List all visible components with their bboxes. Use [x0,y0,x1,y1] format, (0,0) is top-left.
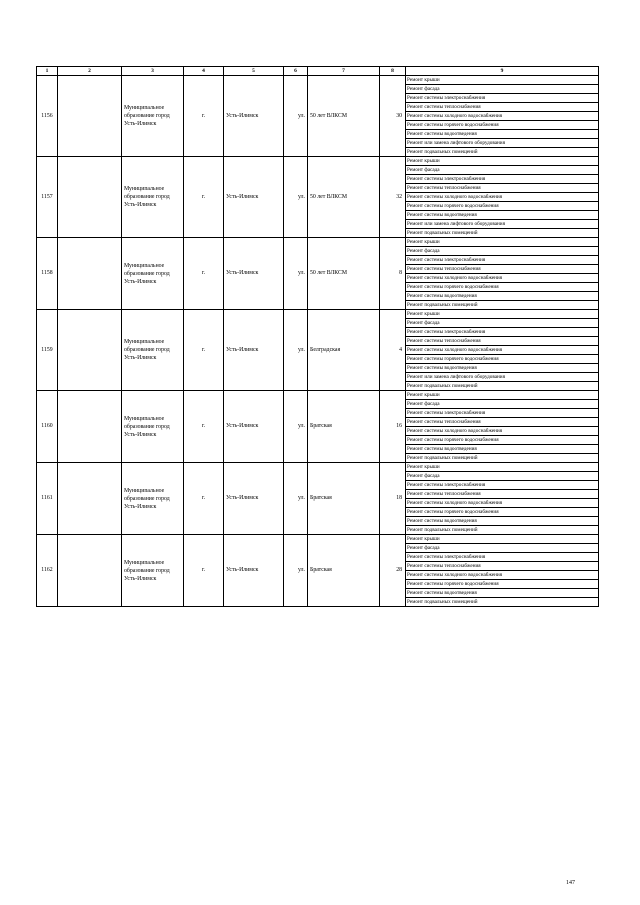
work-item: Ремонт системы горячего водоснабжения [406,283,599,292]
record-number: 1161 [37,463,58,535]
empty-cell [58,76,122,157]
work-item: Ремонт системы водоотведения [406,292,599,301]
table-row [37,535,599,544]
work-item: Ремонт системы водоотведения [406,211,599,220]
work-item: Ремонт или замена лифтового оборудования [406,139,599,148]
column-number-1: 1 [37,67,58,76]
empty-cell [58,391,122,463]
work-item: Ремонт системы холодного водоснабжения [406,193,599,202]
work-item: Ремонт крыши [406,535,599,544]
municipality-cell: Муниципальное образование город Усть-Илимск [122,157,184,238]
settlement-type-cell: г. [184,157,224,238]
municipality-cell: Муниципальное образование город Усть-Илимск [122,535,184,607]
work-item: Ремонт подвальных помещений [406,526,599,535]
work-item: Ремонт системы водоотведения [406,364,599,373]
work-item: Ремонт системы холодного водоснабжения [406,427,599,436]
street-cell: 50 лет ВЛКСМ [308,157,380,238]
work-item: Ремонт крыши [406,391,599,400]
municipality-cell: Муниципальное образование город Усть-Илимск [122,310,184,391]
column-number-4: 4 [184,67,224,76]
street-type-cell: ул. [284,310,308,391]
work-item: Ремонт системы холодного водоснабжения [406,112,599,121]
work-item: Ремонт подвальных помещений [406,598,599,607]
street-cell: Братская [308,391,380,463]
work-item: Ремонт фасада [406,472,599,481]
record-number: 1156 [37,76,58,157]
settlement-type-cell: г. [184,463,224,535]
table-row [37,157,599,166]
column-number-5: 5 [224,67,284,76]
work-item: Ремонт подвальных помещений [406,301,599,310]
work-item: Ремонт фасада [406,544,599,553]
municipality-cell: Муниципальное образование город Усть-Илимск [122,238,184,310]
table-row [37,238,599,247]
page-number: 147 [566,880,575,886]
work-item: Ремонт системы водоотведения [406,589,599,598]
table-row [37,391,599,400]
repair-program-table [36,66,599,607]
work-item: Ремонт системы теплоснабжения [406,418,599,427]
house-number-cell: 4 [380,310,406,391]
municipality-cell: Муниципальное образование город Усть-Илимск [122,391,184,463]
house-number-cell: 30 [380,76,406,157]
settlement-cell: Усть-Илимск [224,463,284,535]
work-item: Ремонт системы водоотведения [406,130,599,139]
work-item: Ремонт крыши [406,310,599,319]
column-number-8: 8 [380,67,406,76]
street-cell: Братская [308,535,380,607]
column-number-9: 9 [406,67,599,76]
empty-cell [58,463,122,535]
record-number: 1157 [37,157,58,238]
work-item: Ремонт или замена лифтового оборудования [406,373,599,382]
settlement-type-cell: г. [184,76,224,157]
house-number-cell: 16 [380,391,406,463]
house-number-cell: 28 [380,535,406,607]
work-item: Ремонт системы электроснабжения [406,328,599,337]
table-row [37,76,599,85]
settlement-type-cell: г. [184,535,224,607]
work-item: Ремонт системы горячего водоснабжения [406,202,599,211]
municipality-cell: Муниципальное образование город Усть-Илимск [122,463,184,535]
column-number-6: 6 [284,67,308,76]
settlement-cell: Усть-Илимск [224,535,284,607]
settlement-cell: Усть-Илимск [224,238,284,310]
work-item: Ремонт крыши [406,463,599,472]
work-item: Ремонт системы горячего водоснабжения [406,508,599,517]
work-item: Ремонт подвальных помещений [406,148,599,157]
work-item: Ремонт системы теплоснабжения [406,184,599,193]
record-number: 1158 [37,238,58,310]
empty-cell [58,535,122,607]
record-number: 1160 [37,391,58,463]
settlement-type-cell: г. [184,310,224,391]
work-item: Ремонт системы электроснабжения [406,409,599,418]
street-cell: Белградская [308,310,380,391]
work-item: Ремонт фасада [406,166,599,175]
work-item: Ремонт системы электроснабжения [406,553,599,562]
street-type-cell: ул. [284,463,308,535]
column-number-3: 3 [122,67,184,76]
work-item: Ремонт крыши [406,238,599,247]
work-item: Ремонт системы горячего водоснабжения [406,355,599,364]
column-numbers-row [37,67,599,76]
work-item: Ремонт фасада [406,247,599,256]
work-item: Ремонт фасада [406,400,599,409]
work-item: Ремонт системы холодного водоснабжения [406,499,599,508]
house-number-cell: 18 [380,463,406,535]
work-item: Ремонт подвальных помещений [406,382,599,391]
work-item: Ремонт системы холодного водоснабжения [406,274,599,283]
work-item: Ремонт системы теплоснабжения [406,103,599,112]
street-type-cell: ул. [284,157,308,238]
street-cell: Братская [308,463,380,535]
work-item: Ремонт системы электроснабжения [406,481,599,490]
column-number-7: 7 [308,67,380,76]
settlement-type-cell: г. [184,391,224,463]
work-item: Ремонт системы водоотведения [406,445,599,454]
street-type-cell: ул. [284,76,308,157]
work-item: Ремонт системы горячего водоснабжения [406,121,599,130]
work-item: Ремонт системы теплоснабжения [406,265,599,274]
work-item: Ремонт системы холодного водоснабжения [406,571,599,580]
work-item: Ремонт подвальных помещений [406,454,599,463]
settlement-cell: Усть-Илимск [224,391,284,463]
column-number-2: 2 [58,67,122,76]
empty-cell [58,238,122,310]
settlement-cell: Усть-Илимск [224,157,284,238]
municipality-cell: Муниципальное образование город Усть-Илимск [122,76,184,157]
work-item: Ремонт системы электроснабжения [406,175,599,184]
work-item: Ремонт системы электроснабжения [406,94,599,103]
street-type-cell: ул. [284,238,308,310]
house-number-cell: 32 [380,157,406,238]
record-number: 1162 [37,535,58,607]
work-item: Ремонт системы теплоснабжения [406,562,599,571]
house-number-cell: 8 [380,238,406,310]
settlement-cell: Усть-Илимск [224,76,284,157]
work-item: Ремонт системы водоотведения [406,517,599,526]
record-number: 1159 [37,310,58,391]
work-item: Ремонт системы холодного водоснабжения [406,346,599,355]
table-row [37,310,599,319]
work-item: Ремонт системы электроснабжения [406,256,599,265]
street-cell: 50 лет ВЛКСМ [308,238,380,310]
work-item: Ремонт подвальных помещений [406,229,599,238]
work-item: Ремонт системы теплоснабжения [406,490,599,499]
work-item: Ремонт системы горячего водоснабжения [406,580,599,589]
work-item: Ремонт крыши [406,157,599,166]
work-item: Ремонт или замена лифтового оборудования [406,220,599,229]
empty-cell [58,310,122,391]
street-cell: 50 лет ВЛКСМ [308,76,380,157]
table-body [37,76,599,607]
settlement-type-cell: г. [184,238,224,310]
table-row [37,463,599,472]
settlement-cell: Усть-Илимск [224,310,284,391]
work-item: Ремонт крыши [406,76,599,85]
work-item: Ремонт системы горячего водоснабжения [406,436,599,445]
work-item: Ремонт фасада [406,85,599,94]
street-type-cell: ул. [284,391,308,463]
empty-cell [58,157,122,238]
work-item: Ремонт системы теплоснабжения [406,337,599,346]
work-item: Ремонт фасада [406,319,599,328]
street-type-cell: ул. [284,535,308,607]
